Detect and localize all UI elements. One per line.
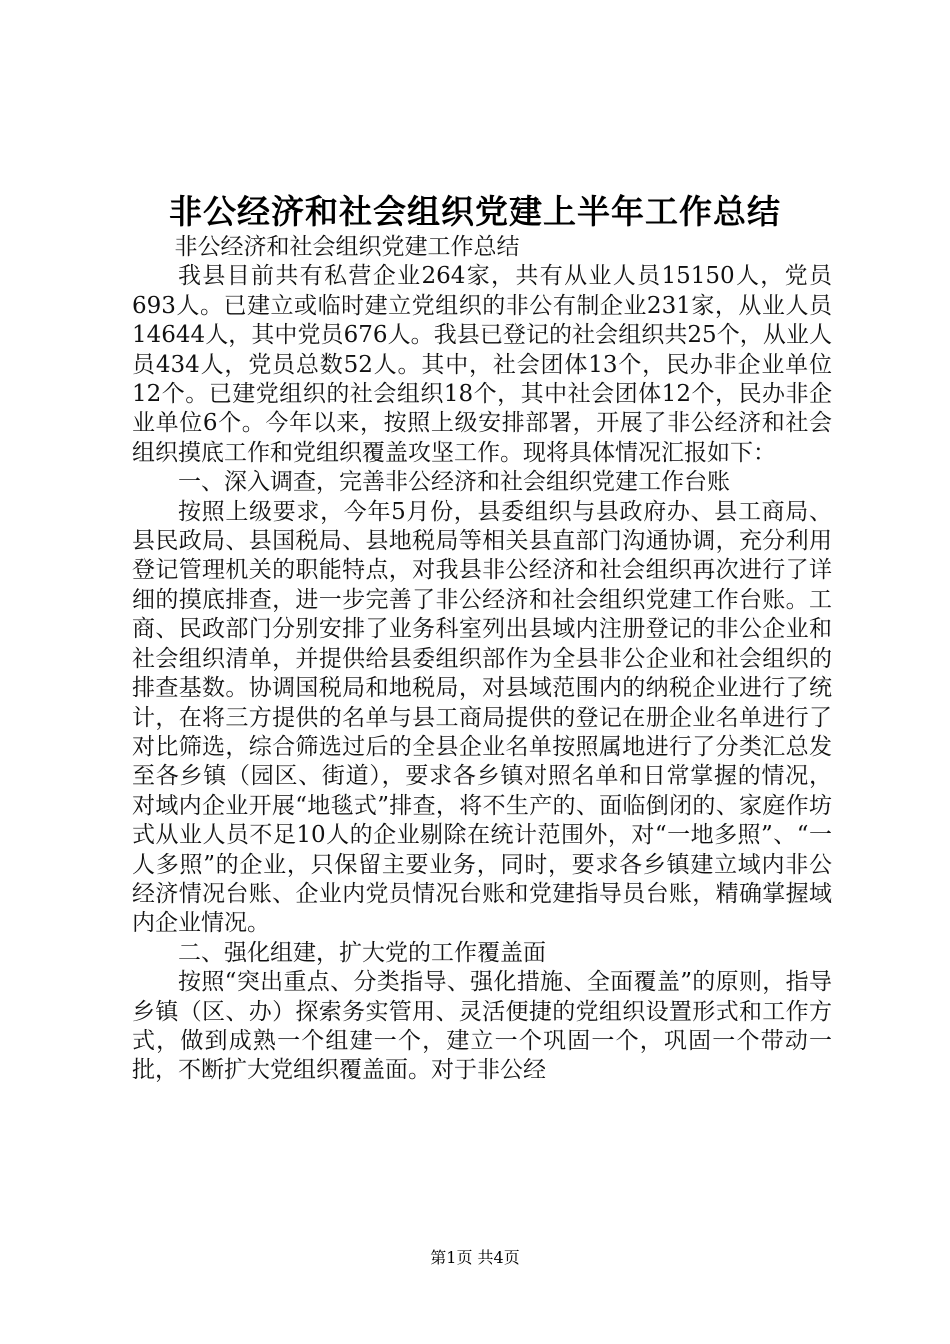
section-heading-1: 一、深入调查，完善非公经济和社会组织党建工作台账 bbox=[178, 469, 730, 496]
document-title: 非公经济和社会组织党建上半年工作总结 bbox=[169, 192, 781, 231]
section-1-paragraph: 按照上级要求，今年5月份，县委组织与县政府办、县工商局、县民政局、县国税局、县地税局等相关县直部门沟通协调，充分利用登记管理机关的职能特点，对我县非公经济和社会组织再次进行了详细的摸底排查，进一步完善了非公经济和社会组织党建工作台账。工商、民政部门分别安排了业务科室列出县域内注册登记的非公企业和社会组织清单，并提供给县委组织部作为全县非公企业和社会组织的排查基数。协调国税局和地税局，对县域范围内的纳税企业进行了统计，在将三方提供的名单与县工商局提供的登记在册企业名单进行了对比筛选，综合筛选过后的全县企业名单按照属地进行了分类汇总发至各乡镇（园区、街道），要求各乡镇对照名单和日常掌握的情况，对域内企业开展“地毯式”排查，将不生产的、面临倒闭的、家庭作坊式从业人员不足10人的企业剔除在统计范围外，对“一地多照”、“一人多照”的企业，只保留主要业务，同时，要求各乡镇建立域内非公经济情况台账、企业内党员情况台账和党建指导员台账，精确掌握域内企业情况。 bbox=[132, 498, 832, 937]
intro-paragraph: 我县目前共有私营企业264家，共有从业人员15150人，党员693人。已建立或临时建立党组织的非公有制企业231家，从业人员14644人，其中党员676人。我县已登记的社会组织共25个，从业人员434人，党员总数52人。其中，社会团体13个，民办非企业单位12个。已建党组织的社会组织18个，其中社会团体12个，民办非企业单位6个。今年以来，按照上级安排部署，开展了非公经济和社会组织摸底工作和党组织覆盖攻坚工作。现将具体情况汇报如下： bbox=[132, 263, 832, 466]
section-heading-2: 二、强化组建，扩大党的工作覆盖面 bbox=[178, 939, 546, 966]
document-body bbox=[132, 233, 832, 1086]
page-number-footer: 第1页 共4页 bbox=[430, 1248, 520, 1267]
document-subtitle: 非公经济和社会组织党建工作总结 bbox=[174, 234, 520, 260]
section-2-paragraph: 按照“突出重点、分类指导、强化措施、全面覆盖”的原则，指导乡镇（区、办）探索务实管用、灵活便捷的党组织设置形式和工作方式，做到成熟一个组建一个，建立一个巩固一个，巩固一个带动一批，不断扩大党组织覆盖面。对于非公经 bbox=[132, 969, 832, 1084]
